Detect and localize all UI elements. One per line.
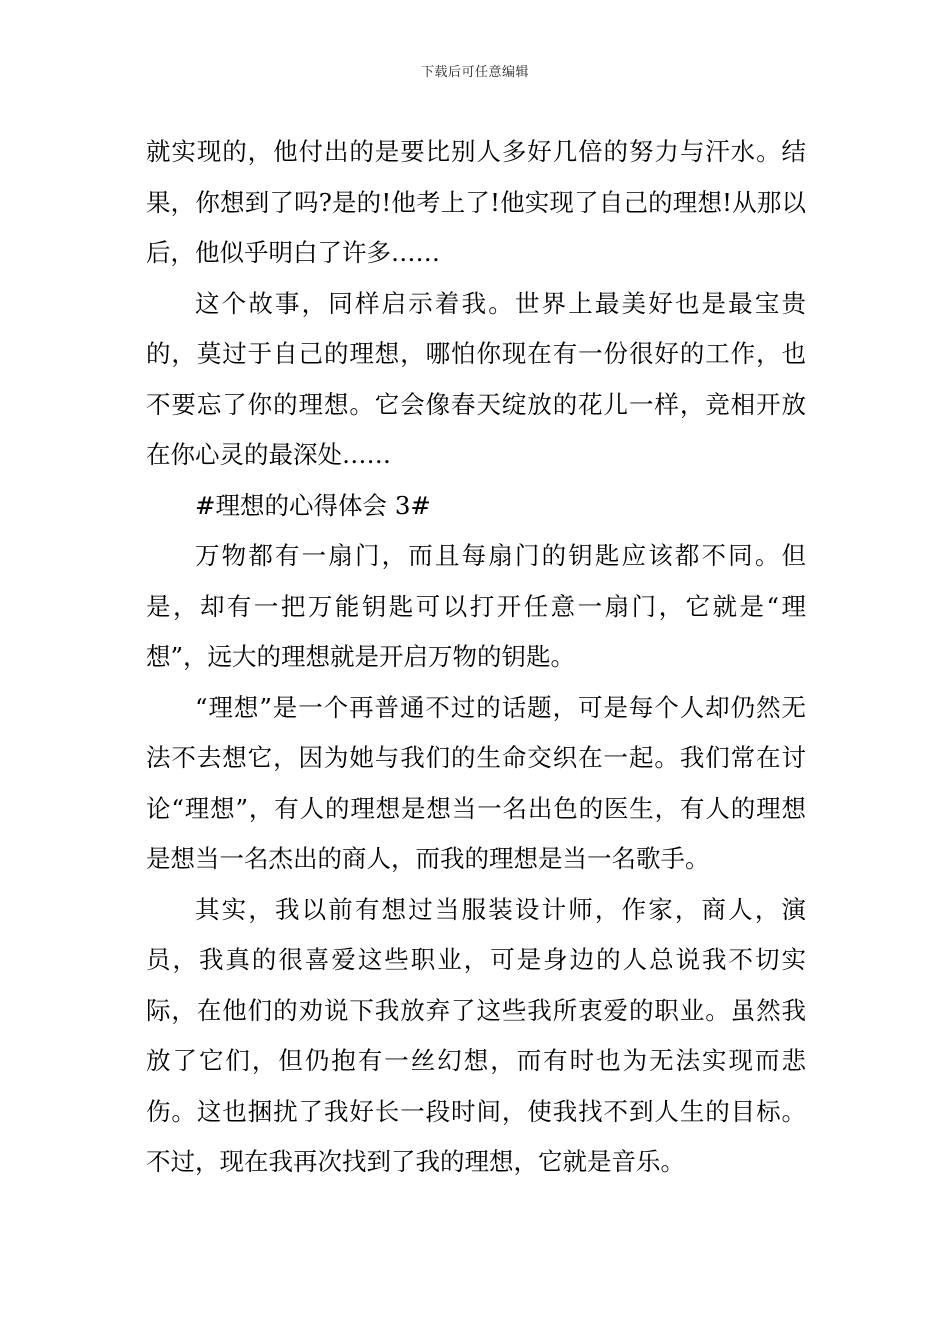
page-header: 下载后可任意编辑 bbox=[420, 65, 529, 80]
paragraph-1: 就实现的，他付出的是要比别人多好几倍的努力与汗水。结果，你想到了吗?是的!他考上了!他实现了自己的理想!从那以后，他似乎明白了许多…… bbox=[146, 137, 806, 267]
document-body bbox=[146, 127, 806, 1188]
paragraph-2: 这个故事，同样启示着我。世界上最美好也是最宝贵的，莫过于自己的理想，哪怕你现在有一份很好的工作，也不要忘了你的理想。它会像春天绽放的花儿一样，竞相开放在你心灵的最深处…… bbox=[146, 288, 806, 469]
section-heading: #理想的心得体会 3# bbox=[195, 490, 431, 520]
paragraph-3: 万物都有一扇门，而且每扇门的钥匙应该都不同。但是，却有一把万能钥匙可以打开任意一扇门，它就是“理想”，远大的理想就是开启万物的钥匙。 bbox=[146, 541, 806, 671]
paragraph-5: 其实，我以前有想过当服装设计师，作家，商人，演员，我真的很喜爱这些职业，可是身边的人总说我不切实际，在他们的劝说下我放弃了这些我所衷爱的职业。虽然我放了它们，但仍抱有一丝幻想，而有时也为无法实现而悲伤。这也捆扰了我好长一段时间，使我找不到人生的目标。不过，现在我再次找到了我的理想，它就是音乐。 bbox=[146, 894, 806, 1176]
paragraph-4: “理想”是一个再普通不过的话题，可是每个人却仍然无法不去想它，因为她与我们的生命交织在一起。我们常在讨论“理想”，有人的理想是想当一名出色的医生，有人的理想是想当一名杰出的商人，而我的理想是当一名歌手。 bbox=[146, 692, 806, 873]
